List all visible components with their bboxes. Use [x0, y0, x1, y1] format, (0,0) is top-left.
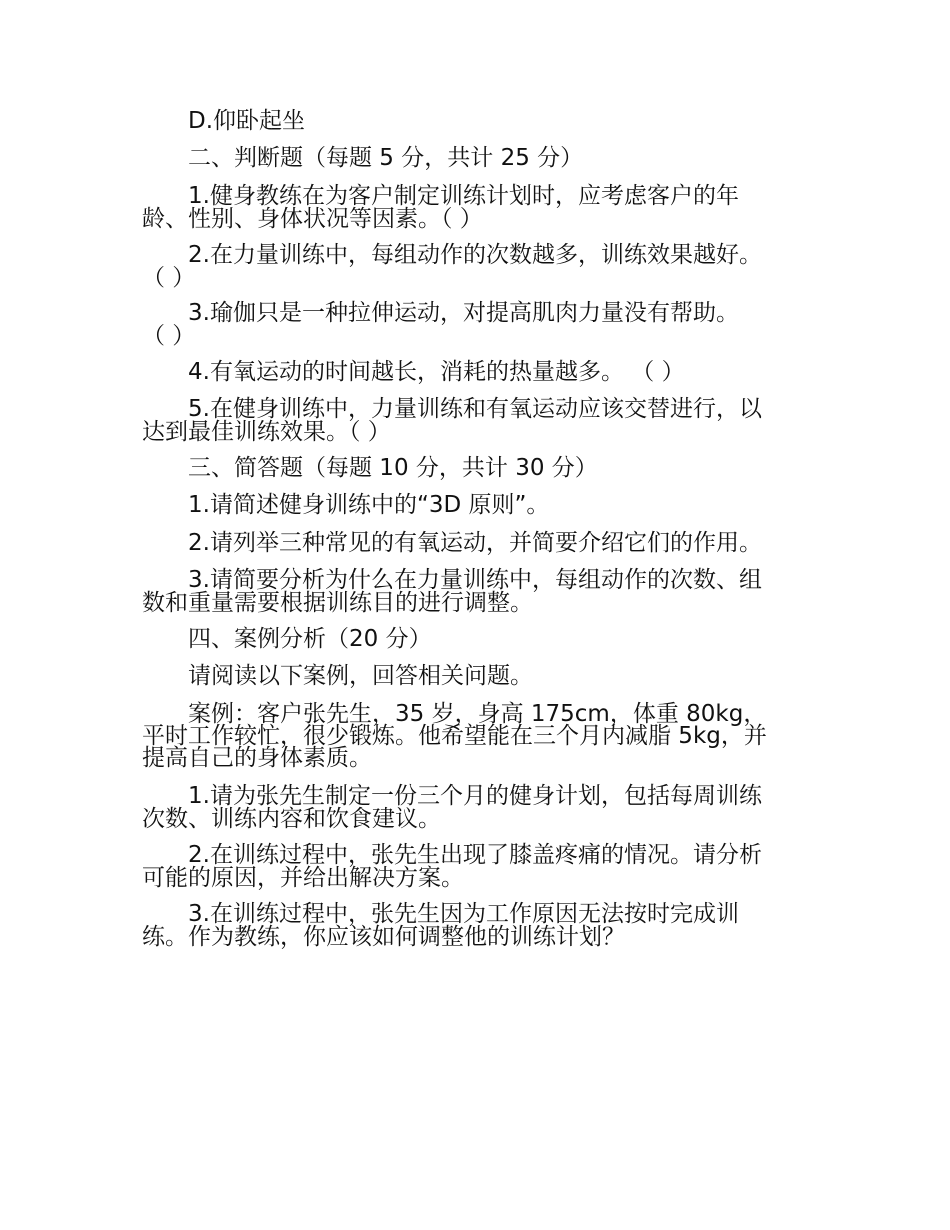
section2-heading: 二、判断题（每题 5 分，共计 25 分） [188, 145, 584, 171]
s2-q5-line2: 达到最佳训练效果。（ ） [142, 419, 391, 445]
s4-q1-line1: 1.请为张先生制定一份三个月的健身计划，包括每周训练 [188, 783, 762, 809]
s4-case-line1: 案例：客户张先生，35 岁，身高 175cm，体重 80kg， [188, 701, 767, 727]
s4-q3-line1: 3.在训练过程中，张先生因为工作原因无法按时完成训 [188, 901, 739, 927]
s2-q1-line2: 龄、性别、身体状况等因素。（ ） [142, 206, 483, 232]
s2-q3-line2: （ ） [142, 323, 196, 349]
s2-q2-line1: 2.在力量训练中，每组动作的次数越多，训练效果越好。 [188, 242, 762, 268]
s2-q3-line1: 3.瑜伽只是一种拉伸运动，对提高肌肉力量没有帮助。 [188, 300, 739, 326]
s4-q1-line2: 次数、训练内容和饮食建议。 [142, 806, 441, 832]
s3-q3-line1: 3.请简要分析为什么在力量训练中，每组动作的次数、组 [188, 567, 762, 593]
s2-q2-line2: （ ） [142, 265, 196, 291]
section4-heading: 四、案例分析（20 分） [188, 626, 432, 652]
s4-case-line2: 平时工作较忙，很少锻炼。他希望能在三个月内减脂 5kg，并 [142, 723, 767, 749]
s4-q3-line2: 练。作为教练，你应该如何调整他的训练计划？ [142, 924, 625, 950]
s4-case-line3: 提高自己的身体素质。 [142, 745, 372, 771]
s4-intro: 请阅读以下案例，回答相关问题。 [188, 663, 533, 689]
s3-q1: 1.请简述健身训练中的“3D 原则”。 [188, 492, 550, 518]
section3-heading: 三、简答题（每题 10 分，共计 30 分） [188, 455, 598, 481]
s3-q2: 2.请列举三种常见的有氧运动，并简要介绍它们的作用。 [188, 530, 762, 556]
s2-q1-line1: 1.健身教练在为客户制定训练计划时，应考虑客户的年 [188, 183, 739, 209]
s2-q4: 4.有氧运动的时间越长，消耗的热量越多。 （ ） [188, 359, 685, 385]
s4-q2-line1: 2.在训练过程中，张先生出现了膝盖疼痛的情况。请分析 [188, 842, 762, 868]
s4-q2-line2: 可能的原因，并给出解决方案。 [142, 865, 464, 891]
s2-q5-line1: 5.在健身训练中，力量训练和有氧运动应该交替进行，以 [188, 396, 762, 422]
s3-q3-line2: 数和重量需要根据训练目的进行调整。 [142, 590, 533, 616]
option-d: D.仰卧起坐 [188, 108, 306, 134]
